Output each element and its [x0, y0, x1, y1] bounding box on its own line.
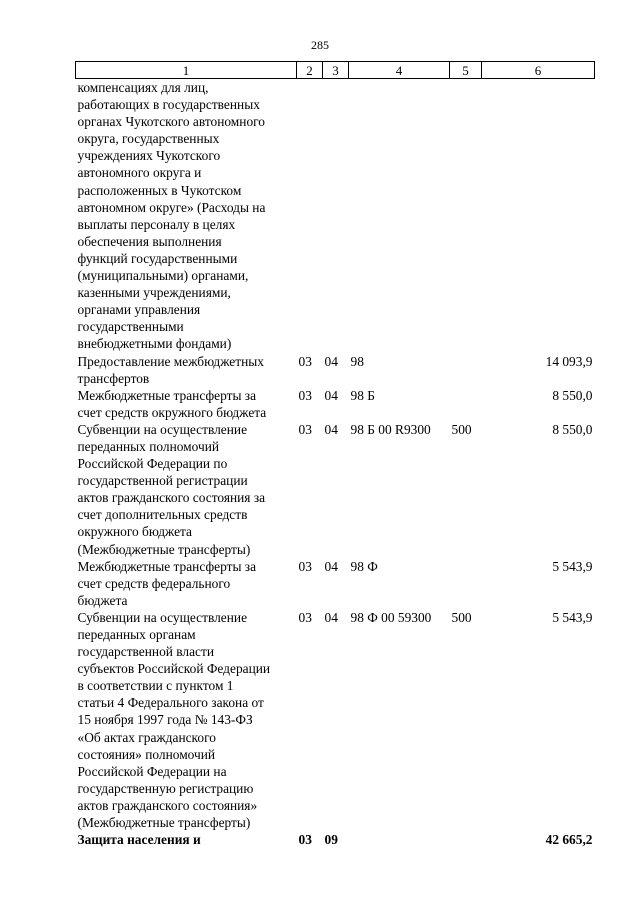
row-name-cell [76, 558, 297, 609]
header-col-1: 1 [76, 62, 297, 79]
row-name-line: учреждениях Чукотского [77, 148, 221, 164]
row-col4-cell: 98 Ф [350, 558, 378, 574]
row-name-line: актов гражданского состояния за [77, 490, 266, 506]
page-number: 285 [311, 38, 329, 52]
row-col5-cell [450, 353, 482, 387]
row-name-line: в соответствии с пунктом 1 [77, 678, 234, 694]
table-row [76, 387, 595, 421]
row-name-line: государственной регистрации [77, 473, 248, 489]
row-col5-cell [450, 79, 482, 353]
row-col3-cell: 04 [324, 353, 338, 369]
header-col-3: 3 [323, 62, 349, 79]
row-col2-cell: 03 [298, 353, 312, 369]
row-name-cell [76, 79, 297, 353]
row-name-line: автономном округе» (Расходы на [77, 199, 266, 215]
row-col3-cell [323, 79, 349, 353]
row-col5-cell [450, 831, 482, 848]
row-name-line: выплаты персоналу в целях [77, 216, 236, 232]
row-col2-cell: 03 [298, 609, 312, 625]
row-name-line: расположенных в Чукотском [77, 182, 242, 198]
table-row [76, 353, 595, 387]
row-name-line: Межбюджетные трансферты за [77, 387, 257, 403]
row-name-cell [76, 387, 297, 421]
row-col4-cell [349, 79, 450, 353]
table-row [76, 831, 595, 848]
row-name-line: Российской Федерации на [77, 763, 227, 779]
row-name-line: государственными [77, 319, 184, 335]
row-name-line: счет средств федерального [77, 575, 231, 591]
row-col5-cell: 500 [451, 421, 472, 437]
budget-table [75, 61, 595, 848]
row-name-line: актов гражданского состояния» [77, 797, 258, 813]
row-col2-cell: 03 [298, 832, 312, 848]
row-name-cell [76, 609, 297, 831]
row-name-line: обеспечения выполнения [77, 233, 222, 249]
row-name-line: органами управления [77, 302, 201, 318]
row-name-line: Субвенции на осуществление [77, 609, 248, 625]
row-name-line: окружного бюджета [77, 524, 192, 540]
row-name-line: трансфертов [77, 370, 150, 386]
row-name-line: (муниципальными) органами, [77, 268, 249, 284]
row-name-line: Субвенции на осуществление [77, 421, 248, 437]
row-name-line: счет дополнительных средств [77, 507, 248, 523]
row-name-line: работающих в государственных [77, 97, 260, 113]
row-col3-cell: 04 [324, 558, 338, 574]
table-row [76, 79, 595, 353]
row-name-line: состояния» полномочий [77, 746, 216, 762]
row-name-line: казенными учреждениями, [77, 285, 231, 301]
row-name-cell [76, 421, 297, 558]
row-name-line: (Межбюджетные трансферты) [77, 815, 251, 831]
row-col2-cell: 03 [298, 387, 312, 403]
row-col6-cell [482, 79, 595, 353]
table-row [76, 421, 595, 558]
row-name-line: (Межбюджетные трансферты) [77, 541, 251, 557]
row-name-line: переданных полномочий [77, 438, 220, 454]
row-name-line: функций государственными [77, 250, 238, 266]
row-col3-cell: 09 [324, 832, 338, 848]
table-body [76, 79, 595, 849]
row-name-line: автономного округа и [77, 165, 202, 181]
row-col5-cell: 500 [451, 609, 472, 625]
table-header-row [76, 62, 595, 79]
row-col2-cell [297, 79, 323, 353]
row-name-cell [76, 353, 297, 387]
header-col-6: 6 [482, 62, 595, 79]
row-name-line: компенсациях для лиц, [77, 80, 209, 95]
row-col4-cell: 98 [350, 353, 364, 369]
row-name-line: внебюджетными фондами) [77, 336, 232, 352]
row-col6-cell: 8 550,0 [552, 387, 593, 403]
row-name-line: «Об актах гражданского [77, 729, 216, 745]
row-col4-cell: 98 Б [350, 387, 375, 403]
row-name-line: счет средств окружного бюджета [77, 404, 267, 420]
row-col4-cell [349, 831, 450, 848]
row-name-line: государственную регистрацию [77, 780, 254, 796]
row-col2-cell: 03 [298, 558, 312, 574]
row-name-line: переданных органам [77, 627, 196, 642]
row-name-line: 15 ноября 1997 года № 143-ФЗ [77, 712, 253, 728]
row-col6-cell: 5 543,9 [552, 558, 593, 574]
row-name-cell [76, 831, 297, 848]
row-name-line: субъектов Российской Федерации [77, 661, 271, 677]
row-col5-cell [450, 387, 482, 421]
row-col2-cell: 03 [298, 421, 312, 437]
row-name-line: органах Чукотского автономного [77, 114, 265, 130]
row-col5-cell [450, 558, 482, 609]
row-name-line: Межбюджетные трансферты за [77, 558, 257, 574]
row-name-line: округа, государственных [77, 131, 220, 147]
row-col6-cell: 8 550,0 [552, 421, 593, 437]
row-col6-cell: 14 093,9 [545, 353, 593, 369]
row-name-line: Защита населения и [77, 832, 201, 848]
row-col3-cell: 04 [324, 387, 338, 403]
row-col6-cell: 42 665,2 [545, 832, 593, 848]
row-name-line: Предоставление межбюджетных [77, 353, 264, 369]
row-name-line: государственной власти [77, 644, 215, 660]
row-col3-cell: 04 [324, 421, 338, 437]
row-col3-cell: 04 [324, 609, 338, 625]
header-col-2: 2 [297, 62, 323, 79]
row-name-line: статьи 4 Федерального закона от [77, 695, 264, 711]
table-row [76, 609, 595, 831]
row-col4-cell: 98 Б 00 R9300 [350, 421, 431, 437]
row-col6-cell: 5 543,9 [552, 609, 593, 625]
row-col4-cell: 98 Ф 00 59300 [350, 609, 432, 625]
header-col-4: 4 [349, 62, 450, 79]
header-col-5: 5 [450, 62, 482, 79]
row-name-line: Российской Федерации по [77, 456, 228, 472]
table-row [76, 558, 595, 609]
row-name-line: бюджета [77, 592, 128, 608]
